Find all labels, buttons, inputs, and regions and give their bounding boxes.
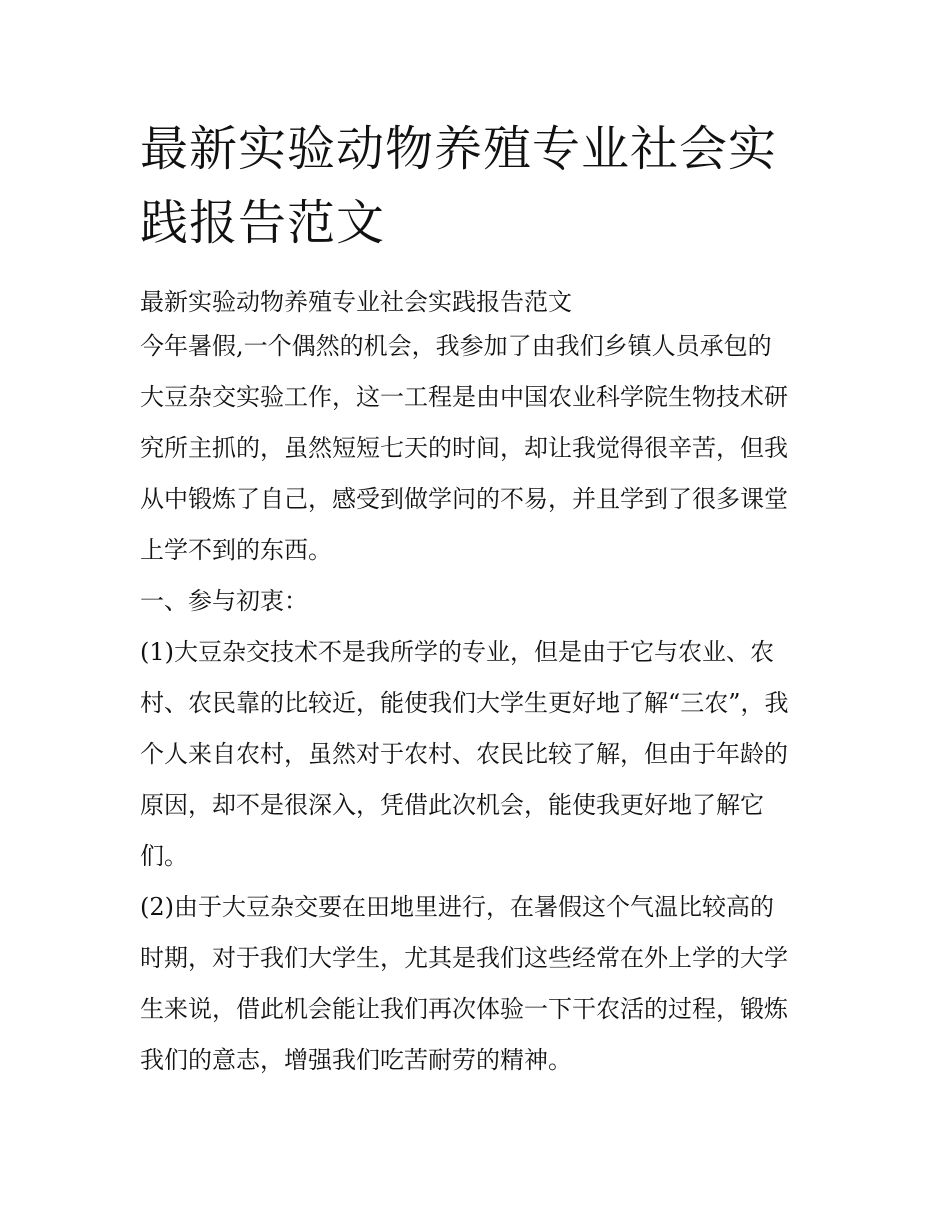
document-subtitle: 最新实验动物养殖专业社会实践报告范文 — [140, 288, 572, 316]
text-line: 究所主抓的，虽然短短七天的时间，却让我觉得很辛苦，但我 — [140, 434, 788, 462]
text-line: 我们的意志，增强我们吃苦耐劳的精神。 — [140, 1046, 572, 1074]
text-line: (2)由于大豆杂交要在田地里进行，在暑假这个气温比较高的 — [140, 893, 774, 921]
text-line: (1)大豆杂交技术不是我所学的专业，但是由于它与农业、农 — [140, 638, 774, 666]
title-line-2: 践报告范文 — [140, 195, 386, 251]
title-line-1: 最新实验动物养殖专业社会实 — [140, 121, 778, 177]
text-line: 原因，却不是很深入，凭借此次机会，能使我更好地了解它 — [140, 791, 764, 819]
text-line: 大豆杂交实验工作，这一工程是由中国农业科学院生物技术研 — [140, 383, 788, 411]
document-title — [140, 112, 820, 260]
text-line: 时期，对于我们大学生，尤其是我们这些经常在外上学的大学 — [140, 944, 788, 972]
section-heading: 一、参与初衷： — [140, 587, 308, 615]
text-line: 上学不到的东西。 — [140, 536, 332, 564]
document-body — [140, 282, 820, 1086]
text-line: 个人来自农村，虽然对于农村、农民比较了解，但由于年龄的 — [140, 740, 788, 768]
text-line: 们。 — [140, 842, 188, 870]
text-line: 生来说，借此机会能让我们再次体验一下干农活的过程，锻炼 — [140, 995, 788, 1023]
text-line: 村、农民靠的比较近，能使我们大学生更好地了解“三农”，我 — [140, 689, 789, 717]
text-line: 今年暑假,一个偶然的机会，我参加了由我们乡镇人员承包的 — [140, 332, 772, 360]
text-line: 从中锻炼了自己，感受到做学问的不易，并且学到了很多课堂 — [140, 485, 788, 513]
